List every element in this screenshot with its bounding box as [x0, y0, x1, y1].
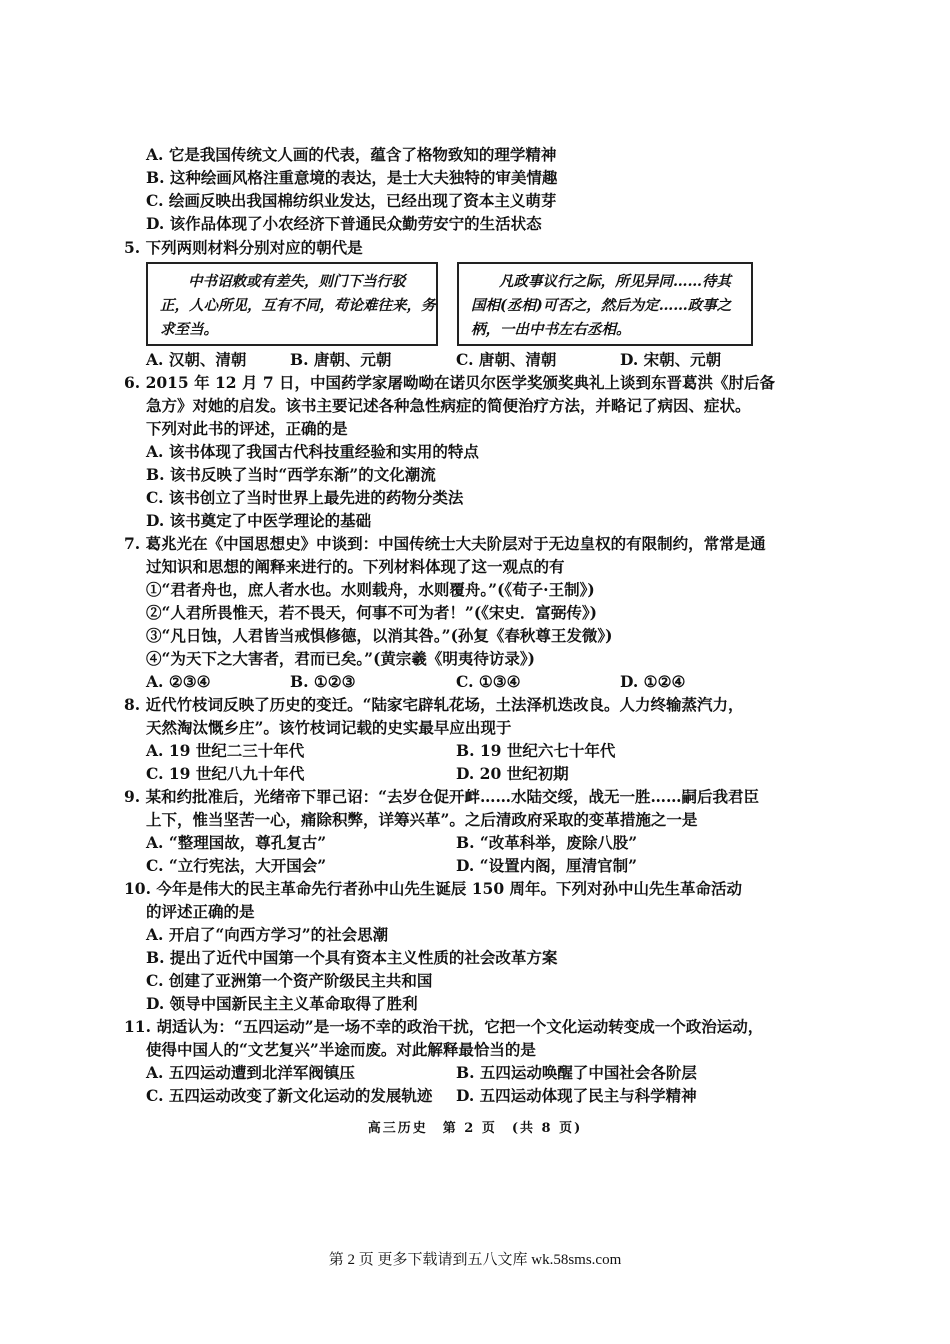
q11-option-c: C. 五四运动改变了新文化运动的发展轨迹 [146, 1086, 433, 1105]
scan-page-footer: 高三历史 第 2 页 (共 8 页) [367, 1121, 583, 1136]
q7-option-a: A. ②③④ [146, 672, 211, 691]
q9-option-b: B. “改革科举，废除八股” [456, 833, 638, 852]
q10-option-b: B. 提出了近代中国第一个具有资本主义性质的社会改革方案 [146, 948, 558, 967]
q5-box2-line: 国相(丞相)可否之，然后为定……政事之 [471, 297, 732, 314]
q5-box1-line: 求至当。 [160, 321, 218, 338]
q4-option-d: D. 该作品体现了小农经济下普通民众勤劳安宁的生活状态 [146, 214, 542, 233]
q4-option-a: A. 它是我国传统文人画的代表，蕴含了格物致知的理学精神 [146, 145, 557, 164]
page-footer: 第 2 页 更多下载请到五八文库 wk.58sms.com [328, 1252, 622, 1268]
q5-box1-line: 正，人心所见，互有不同，苟论难往来，务 [160, 297, 436, 314]
q9-option-a: A. “整理国故，尊孔复古” [146, 833, 327, 852]
q6-option-b: B. 该书反映了当时“西学东渐”的文化潮流 [146, 465, 436, 484]
q6-stem-line: 下列对此书的评述，正确的是 [146, 419, 348, 438]
q6-stem-line: 6. 2015 年 12 月 7 日，中国药学家屠呦呦在诺贝尔医学奖颁奖典礼上谈到东晋葛洪《肘后备 [124, 373, 776, 392]
q6-stem-line: 急方》对她的启发。该书主要记述各种急性病症的简便治疗方法，并略记了病因、症状。 [146, 396, 751, 415]
q7-item-3: ③“凡日蚀，人君皆当戒惧修德，以消其咎。”(孙复《春秋尊王发微》) [146, 626, 613, 645]
q7-option-c: C. ①③④ [456, 672, 521, 691]
q8-option-b: B. 19 世纪六七十年代 [456, 741, 616, 760]
q5-material-box-2 [457, 262, 753, 346]
q10-option-c: C. 创建了亚洲第一个资产阶级民主共和国 [146, 971, 433, 990]
q5-option-b: B. 唐朝、元朝 [290, 350, 392, 369]
q11-option-a: A. 五四运动遭到北洋军阀镇压 [146, 1063, 355, 1082]
q7-option-b: B. ①②③ [290, 672, 356, 691]
q5-option-d: D. 宋朝、元朝 [620, 350, 722, 369]
q11-stem-line: 使得中国人的“文艺复兴”半途而废。对此解释最恰当的是 [146, 1040, 536, 1059]
q10-stem-line: 10. 今年是伟大的民主革命先行者孙中山先生诞辰 150 周年。下列对孙中山先生革命活动 [124, 879, 743, 898]
q9-stem-line: 上下，惟当坚苦一心，痛除积弊，详筹兴革”。之后清政府采取的变革措施之一是 [146, 810, 698, 829]
q7-option-d: D. ①②④ [620, 672, 686, 691]
q7-stem-line: 7. 葛兆光在《中国思想史》中谈到：中国传统士大夫阶层对于无边皇权的有限制约，常常是通 [124, 534, 766, 553]
q5-option-a: A. 汉朝、清朝 [146, 350, 247, 369]
q10-option-d: D. 领导中国新民主主义革命取得了胜利 [146, 994, 418, 1013]
q6-option-a: A. 该书体现了我国古代科技重经验和实用的特点 [146, 442, 479, 461]
q5-box2-line: 柄，一出中书左右丞相。 [471, 321, 631, 338]
q5-stem: 5. 下列两则材料分别对应的朝代是 [124, 238, 363, 257]
q8-stem-line: 8. 近代竹枝词反映了历史的变迁。“陆家宅辟轧花场，土法泽机迭改良。人力终输蒸汽力， [124, 695, 744, 714]
q6-option-c: C. 该书创立了当时世界上最先进的药物分类法 [146, 488, 464, 507]
q8-option-d: D. 20 世纪初期 [456, 764, 569, 783]
q7-stem-line: 过知识和思想的阐释来进行的。下列材料体现了这一观点的有 [146, 557, 565, 576]
q4-option-c: C. 绘画反映出我国棉纺织业发达，已经出现了资本主义萌芽 [146, 191, 557, 210]
q11-option-d: D. 五四运动体现了民主与科学精神 [456, 1086, 697, 1105]
q9-stem-line: 9. 某和约批准后，光绪帝下罪己诏：“去岁仓促开衅……水陆交绥，战无一胜……嗣后我君臣 [124, 787, 759, 806]
q5-box1-line: 中书诏敕或有差失，则门下当行驳 [188, 273, 406, 290]
q4-option-b: B. 这种绘画风格注重意境的表达，是士大夫独特的审美情趣 [146, 168, 558, 187]
q8-stem-line: 天然淘汰慨乡庄”。该竹枝词记载的史实最早应出现于 [146, 718, 512, 737]
q10-option-a: A. 开启了“向西方学习”的社会思潮 [146, 925, 389, 944]
q10-stem-line: 的评述正确的是 [146, 902, 255, 921]
q8-option-c: C. 19 世纪八九十年代 [146, 764, 305, 783]
q5-option-c: C. 唐朝、清朝 [456, 350, 557, 369]
q5-box2-line: 凡政事议行之际，所见异同……待其 [499, 273, 731, 290]
q7-item-1: ①“君者舟也，庶人者水也。水则载舟，水则覆舟。”(《荀子·王制》) [146, 580, 595, 599]
q11-stem-line: 11. 胡适认为：“五四运动”是一场不幸的政治干扰，它把一个文化运动转变成一个政治运动， [124, 1017, 764, 1036]
q5-material-box-1 [146, 262, 438, 346]
q6-option-d: D. 该书奠定了中医学理论的基础 [146, 511, 372, 530]
q8-option-a: A. 19 世纪二三十年代 [146, 741, 305, 760]
q9-option-c: C. “立行宪法，大开国会” [146, 856, 327, 875]
q7-item-2: ②“人君所畏惟天，若不畏天，何事不可为者！”(《宋史．富弼传》) [146, 603, 598, 622]
q9-option-d: D. “设置内阁，厘清官制” [456, 856, 638, 875]
q11-option-b: B. 五四运动唤醒了中国社会各阶层 [456, 1063, 697, 1082]
q7-item-4: ④“为天下之大害者，君而已矣。”(黄宗羲《明夷待访录》) [146, 649, 536, 668]
